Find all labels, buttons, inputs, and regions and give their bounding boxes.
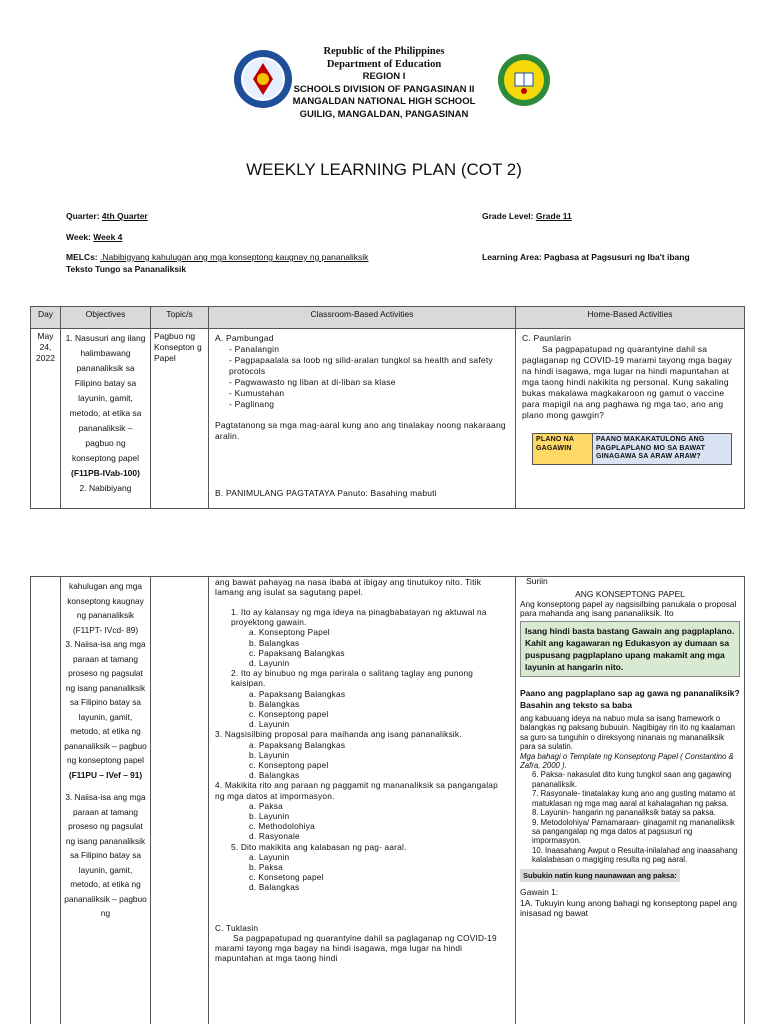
week-value: Week 4 bbox=[93, 232, 123, 242]
weekly-plan-table-page2 bbox=[30, 576, 745, 1024]
week-label: Week: bbox=[66, 232, 91, 242]
plan-label-cell: PLANO NA GAGAWIN bbox=[533, 434, 593, 465]
option: b. Layunin bbox=[249, 811, 290, 822]
melcs-label: MELCs: bbox=[66, 252, 98, 262]
option: c. Papaksang Balangkas bbox=[249, 647, 345, 658]
option: d. Layunin bbox=[249, 719, 290, 730]
pretest-instructions: ang bawat pahayag na nasa ibaba at ibigay ang tinutukoy nito. Titik lamang ang isulat sa sagutang papel. bbox=[215, 577, 482, 597]
list-item: - Pagwawasto ng liban at di-liban sa klase bbox=[229, 377, 509, 388]
suriin-title: Suriin bbox=[526, 576, 548, 586]
option: c. Konsetong papel bbox=[249, 872, 324, 883]
grade-value: Grade 11 bbox=[535, 211, 572, 221]
section-c-title: C. Tuklasin bbox=[215, 922, 259, 933]
list-item: 9. Metodolohiya/ Pamamaraan- ginagamit ng mananaliksik sa pangangalap ng mga datos at pagsusuri ng impormasyon. bbox=[532, 817, 735, 846]
area-value: Pagbasa at Pagsusuri ng Iba't ibang bbox=[544, 252, 690, 262]
table-row bbox=[31, 329, 745, 509]
home-c-title: C. Paunlarin bbox=[522, 333, 572, 343]
classroom-cell bbox=[209, 329, 516, 509]
question-1: 1. Ito ay kalansay ng mga ideya na pinagbabatayan ng aktuwal na proyektong gawain. bbox=[231, 607, 487, 628]
option: a. Paksa bbox=[249, 800, 283, 811]
topic-value: Pagbuo ng Konsepton g Papel bbox=[154, 331, 202, 363]
department-line: Department of Education bbox=[326, 58, 442, 70]
option: a. Papaksang Balangkas bbox=[249, 739, 346, 750]
option: b. Balangkas bbox=[249, 698, 300, 709]
section-c-paragraph: Sa pagpapatupad ng quarantyine dahil sa paglaganap ng COVID-19 marami tayong mga bagay na hindi isagawa, mga lugar na hindi mapuntahan at mga taong hindi bbox=[215, 932, 497, 964]
republic-line: Republic of the Philippines bbox=[323, 46, 445, 57]
objective-3a: 3. Naiisa-isa ang mga paraan at tamang proseso ng pagsulat ng isang pananaliksik sa Filipino batay sa layunin, gamit, metodo, at etika ng pananaliksik – pagbuo ng konseptong papel bbox=[64, 639, 147, 765]
list-item: - Panalangin bbox=[229, 344, 509, 355]
option: c. Konseptong papel bbox=[249, 760, 329, 771]
option: d. Layunin bbox=[249, 658, 290, 669]
section-a-list bbox=[215, 344, 509, 410]
objective-3b: 3. Naiisa-isa ang mga paraan at tamang proseso ng pagsulat ng isang pananaliksik sa Filipino batay sa layunin, gamit, metodo, at etika ng pananaliksik – pagbuo ng bbox=[64, 792, 147, 918]
option: a. Layunin bbox=[249, 851, 290, 862]
question-2: 2. Ito ay binubuo ng mga parirala o salitang taglay ang punong kaisipan. bbox=[231, 668, 474, 689]
melcs-continuation: Teksto Tungo sa Pananaliksik bbox=[66, 264, 187, 274]
options bbox=[231, 689, 509, 730]
options bbox=[231, 801, 509, 842]
quarter-value: 4th Quarter bbox=[101, 211, 148, 221]
table-row bbox=[31, 577, 745, 1024]
classroom-cell-cont bbox=[209, 577, 516, 1024]
header-objectives: Objectives bbox=[61, 307, 151, 329]
option: b. Paksa bbox=[249, 862, 283, 873]
header-classroom: Classroom-Based Activities bbox=[209, 307, 516, 329]
quarter-label: Quarter: bbox=[66, 211, 100, 221]
gawain-1a: 1A. Tukuyin kung anong bahagi ng konseptong papel ang inisasad ng bawat bbox=[520, 898, 737, 918]
options bbox=[231, 852, 509, 893]
option: a. Konseptong Papel bbox=[249, 627, 330, 638]
subukin-banner: Subukin natin kung naunawaan ang paksa: bbox=[520, 869, 680, 882]
option: d. Rasyonale bbox=[249, 831, 300, 842]
document-header bbox=[0, 46, 768, 121]
grade-label: Grade Level: bbox=[482, 211, 534, 221]
option: d. Balangkas bbox=[249, 882, 300, 893]
template-heading: Mga bahagi o Template ng Konseptong Papel ( Constantino & Zafra, 2000 ). bbox=[520, 751, 734, 771]
section-a-paragraph: Pagtatanong sa mga mag-aaral kung ano ang tinalakay noong nakaraang aralin. bbox=[215, 420, 506, 441]
area-label: Learning Area: bbox=[482, 252, 542, 262]
options bbox=[231, 627, 509, 668]
grade-info bbox=[482, 211, 572, 221]
option: b. Balangkas bbox=[249, 637, 300, 648]
objective-2-cont: kahulugan ang mga konseptong kaugnay ng pananaliksik bbox=[67, 581, 144, 620]
section-a-title: A. Pambungad bbox=[215, 333, 274, 343]
objectives-cell bbox=[61, 329, 151, 509]
option: d. Balangkas bbox=[249, 770, 300, 781]
list-item: 6. Paksa- nakasulat dito kung tungkol saan ang gagawing pananaliksik. bbox=[532, 770, 732, 789]
home-c-paragraph: Sa pagpapatupad ng quarantyine dahil sa paglaganap ng COVID-19 marami tayong mga bagay na hindi isagawa, mga lugar na hindi mapuntahan at mga taong hindi nakikita ng personal. Kung sakaling bukas makalawa magkakaroon ng gamut o vaccine para mapigil na ang paghawa ng mga tao, ano ang plano mong gawgin? bbox=[522, 344, 733, 420]
option: a. Papaksang Balangkas bbox=[249, 688, 346, 699]
list-item: 7. Rasyonale- tinatalakay kung ano ang gusting matamo at matuklasan ng mga mag aaral at kahalagahan ng paksa. bbox=[532, 789, 736, 808]
objective-2-start: 2. Nabibiyang bbox=[79, 483, 132, 493]
day-cell-empty bbox=[31, 577, 61, 1024]
read-instruction: Basahin ang teksto sa baba bbox=[520, 699, 632, 710]
week-info bbox=[66, 232, 122, 242]
parts-list bbox=[520, 770, 740, 864]
topic-cell bbox=[151, 329, 209, 509]
quarter-info bbox=[66, 211, 148, 221]
list-item: - Paglinang bbox=[229, 399, 509, 410]
day-value: May 24, 2022 bbox=[36, 331, 55, 363]
melcs-info bbox=[66, 252, 466, 274]
list-item: 10. Inaasahang Awput o Resulta-inilalahad ang inaasahang kalalabasan o magiging resulta ng pag aaral. bbox=[532, 845, 738, 865]
konsepto-heading: ANG KONSEPTONG PAPEL bbox=[575, 589, 685, 600]
list-item: - Pagpapaalala sa loob ng silid-aralan tungkol sa health and safety protocols bbox=[229, 355, 509, 377]
melcs-value: .Nabibigyang kahulugan ang mga konseptong kaugnay ng pananaliksik bbox=[100, 252, 369, 262]
home-cell-cont bbox=[516, 577, 745, 1024]
header-home: Home-Based Activities bbox=[516, 307, 745, 329]
weekly-plan-table-page1 bbox=[30, 306, 745, 509]
gawain-title: Gawain 1: bbox=[520, 886, 559, 897]
konsepto-paragraph: ang kabuuang ideya na nabuo mula sa isang framework o balangkas ng paksang bubuuin. Nagibigay rin ito ng kaalaman sa guro sa tunguhin o direksyong ninanais ng mananaliksik para sa sulatin. bbox=[520, 714, 735, 752]
option: b. Layunin bbox=[249, 749, 290, 760]
topic-cell-empty bbox=[151, 577, 209, 1024]
table-header-row bbox=[31, 307, 745, 329]
objective-1: 1. Nasusuri ang ilang halimbawang pananaliksik sa Filipino batay sa layunin, gamit, metodo, at etika sa pananaliksik – pagbuo ng konseptong papel bbox=[65, 333, 146, 463]
section-b-title: B. PANIMULANG PAGTATAYA Panuto: Basahing mabuti bbox=[215, 488, 437, 498]
objectives-cell-cont bbox=[61, 577, 151, 1024]
help-label-cell: PAANO MAKAKATULONG ANG PAGPLAPLANO MO SA BAWAT GINAGAWA SA ARAW ARAW? bbox=[593, 434, 732, 465]
home-cell bbox=[516, 329, 745, 509]
header-day: Day bbox=[31, 307, 61, 329]
division-line: SCHOOLS DIVISION OF PANGASINAN II bbox=[293, 83, 475, 95]
question-3: 3. Nagsisilbing proposal para maihanda ang isang pananaliksik. bbox=[215, 729, 462, 740]
school-line: MANGALDAN NATIONAL HIGH SCHOOL bbox=[292, 96, 476, 107]
objective-2-code: (F11PT- IVcd- 89) bbox=[72, 624, 139, 635]
green-callout: Isang hindi basta bastang Gawain ang pagplaplano. Kahit ang kagawaran ng Edukasyon ay dumaan sa puspusang pagplaplano upang makamit ang mga layunin at hangarin nito. bbox=[520, 621, 740, 677]
option: c. Methodolohiya bbox=[249, 821, 315, 832]
options bbox=[231, 740, 509, 781]
list-item: - Kumustahan bbox=[229, 388, 509, 399]
learning-area-info bbox=[482, 252, 690, 262]
objective-3a-code: (F11PU – IVef – 91) bbox=[68, 769, 143, 780]
option: c. Konseptong papel bbox=[249, 709, 329, 720]
konsepto-intro: Ang konseptong papel ay nagsisilbing panukala o proposal para mahanda ang isang pananaliksik. Ito bbox=[520, 598, 737, 619]
list-item: 8. Layunin- hangarin ng pananaliksik batay sa paksa. bbox=[532, 808, 716, 818]
question-5: 5. Dito makikita ang kalabasan ng pag- aaral. bbox=[231, 841, 407, 852]
address-line: GUILIG, MANGALDAN, PANGASINAN bbox=[299, 108, 469, 120]
region-line: REGION I bbox=[362, 71, 406, 82]
pretest-questions bbox=[215, 607, 509, 893]
objective-1-code: (F11PB-IVab-100) bbox=[71, 468, 140, 478]
page-title: WEEKLY LEARNING PLAN (COT 2) bbox=[246, 160, 522, 179]
plan-mini-table bbox=[532, 433, 732, 465]
day-cell bbox=[31, 329, 61, 509]
planning-question: Paano ang pagplaplano sap ag gawa ng pananaliksik? bbox=[520, 687, 740, 698]
question-4: 4. Makikita rito ang paraan ng paggamit ng mananaliksik sa pangangalap ng mga datos at impormasyon. bbox=[215, 780, 498, 801]
header-topics: Topic/s bbox=[151, 307, 209, 329]
